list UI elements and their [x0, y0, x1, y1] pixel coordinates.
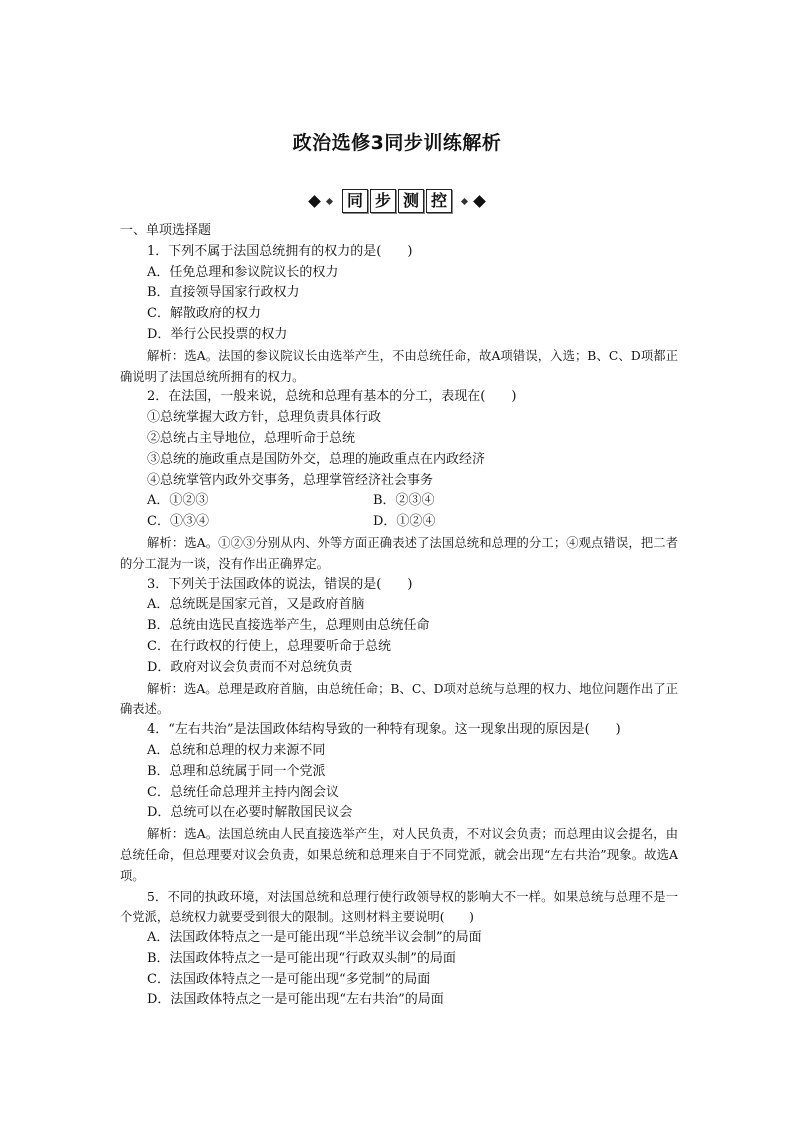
- q2-explanation: 解析：选A。①②③分别从内、外等方面正确表述了法国总统和总理的分工；④观点错误，把二者的分工混为一谈，没有作出正确界定。: [120, 535, 678, 571]
- question-5-stem: 5．不同的执政环境，对法国总统和总理行使行政领导权的影响大不一样。如果总统与总理不是一个党派，总统权力就要受到很大的限制。这则材料主要说明( ): [120, 889, 678, 925]
- q5-option-a: A．法国政体特点之一是可能出现“半总统半议会制”的局面: [147, 930, 482, 946]
- q4-option-a: A．总统和总理的权力来源不同: [147, 742, 326, 758]
- q3-option-a: A．总统既是国家元首，又是政府首脑: [147, 597, 365, 613]
- q2-options-row-1: [120, 491, 678, 512]
- q2-statement-3: ③总统的施政重点是国防外交，总理的施政重点在内政经济: [147, 451, 486, 467]
- question-2-stem: 2．在法国，一般来说，总统和总理有基本的分工，表现在( ): [147, 389, 517, 405]
- section-heading: 一、单项选择题: [120, 223, 212, 238]
- q1-option-d: D．举行公民投票的权力: [147, 326, 288, 342]
- section-banner: [0, 188, 794, 214]
- banner-char: 控: [426, 189, 452, 213]
- q3-option-b: B．总统由选民直接选举产生，总理则由总统任命: [147, 618, 430, 634]
- diamond-icon: [308, 195, 321, 208]
- q4-option-b: B．总理和总统属于同一个党派: [147, 763, 326, 779]
- q2-option-c: C．①③④: [147, 514, 209, 530]
- small-diamond-icon: [461, 197, 468, 204]
- question-list: [120, 221, 678, 1011]
- q1-option-c: C．解散政府的权力: [147, 306, 261, 322]
- q3-option-c: C．在行政权的行使上，总理要听命于总统: [147, 638, 391, 654]
- q2-statement-2: ②总统占主导地位，总理听命于总统: [147, 430, 356, 446]
- q5-option-d: D．法国政体特点之一是可能出现“左右共治”的局面: [147, 992, 444, 1008]
- diamond-icon: [473, 195, 486, 208]
- page-title: 政治选修3同步训练解析: [292, 132, 502, 154]
- q1-explanation: 解析：选A。法国的参议院议长由选举产生，不由总统任命，故A项错误，入选；B、C、D项都正确说明了法国总统所拥有的权力。: [120, 348, 678, 384]
- banner-label: [341, 189, 453, 213]
- q2-statement-1: ①总统掌握大政方针，总理负责具体行政: [147, 410, 382, 426]
- question-4-stem: 4．“左右共治”是法国政体结构导致的一种特有现象。这一现象出现的原因是( ): [147, 722, 621, 738]
- q4-option-d: D．总统可以在必要时解散国民议会: [147, 805, 353, 821]
- banner-char: 同: [342, 189, 368, 213]
- q4-explanation: 解析：选A。法国总统由人民直接选举产生，对人民负责，不对议会负责；而总理由议会提名，由总统任命，但总理要对议会负责，如果总统和总理来自于不同党派，就会出现“左右共治”现象。故选A项。: [120, 827, 678, 883]
- q1-option-a: A．任免总理和参议院议长的权力: [147, 264, 339, 280]
- question-3-stem: 3．下列关于法国政体的说法，错误的是( ): [147, 576, 413, 592]
- q2-option-d: D．①②④: [373, 514, 436, 530]
- banner-char: 步: [370, 189, 396, 213]
- banner-char: 测: [398, 189, 424, 213]
- q2-options-row-2: [120, 512, 678, 533]
- q2-option-b: B．②③④: [373, 493, 435, 509]
- q5-option-c: C．法国政体特点之一是可能出现“多党制”的局面: [147, 971, 431, 987]
- q1-option-b: B．直接领导国家行政权力: [147, 285, 300, 301]
- q2-statement-4: ④总统掌管内政外交事务，总理掌管经济社会事务: [147, 472, 434, 488]
- small-diamond-icon: [326, 197, 333, 204]
- q4-option-c: C．总统任命总理并主持内阁会议: [147, 784, 339, 800]
- q3-explanation: 解析：选A。总理是政府首脑，由总统任命；B、C、D项对总统与总理的权力、地位问题作出了正确表述。: [120, 681, 678, 717]
- q5-option-b: B．法国政体特点之一是可能出现“行政双头制”的局面: [147, 950, 456, 966]
- q2-option-a: A．①②③: [147, 493, 209, 509]
- q3-option-d: D．政府对议会负责而不对总统负责: [147, 659, 353, 675]
- question-1-stem: 1．下列不属于法国总统拥有的权力的是( ): [147, 243, 413, 259]
